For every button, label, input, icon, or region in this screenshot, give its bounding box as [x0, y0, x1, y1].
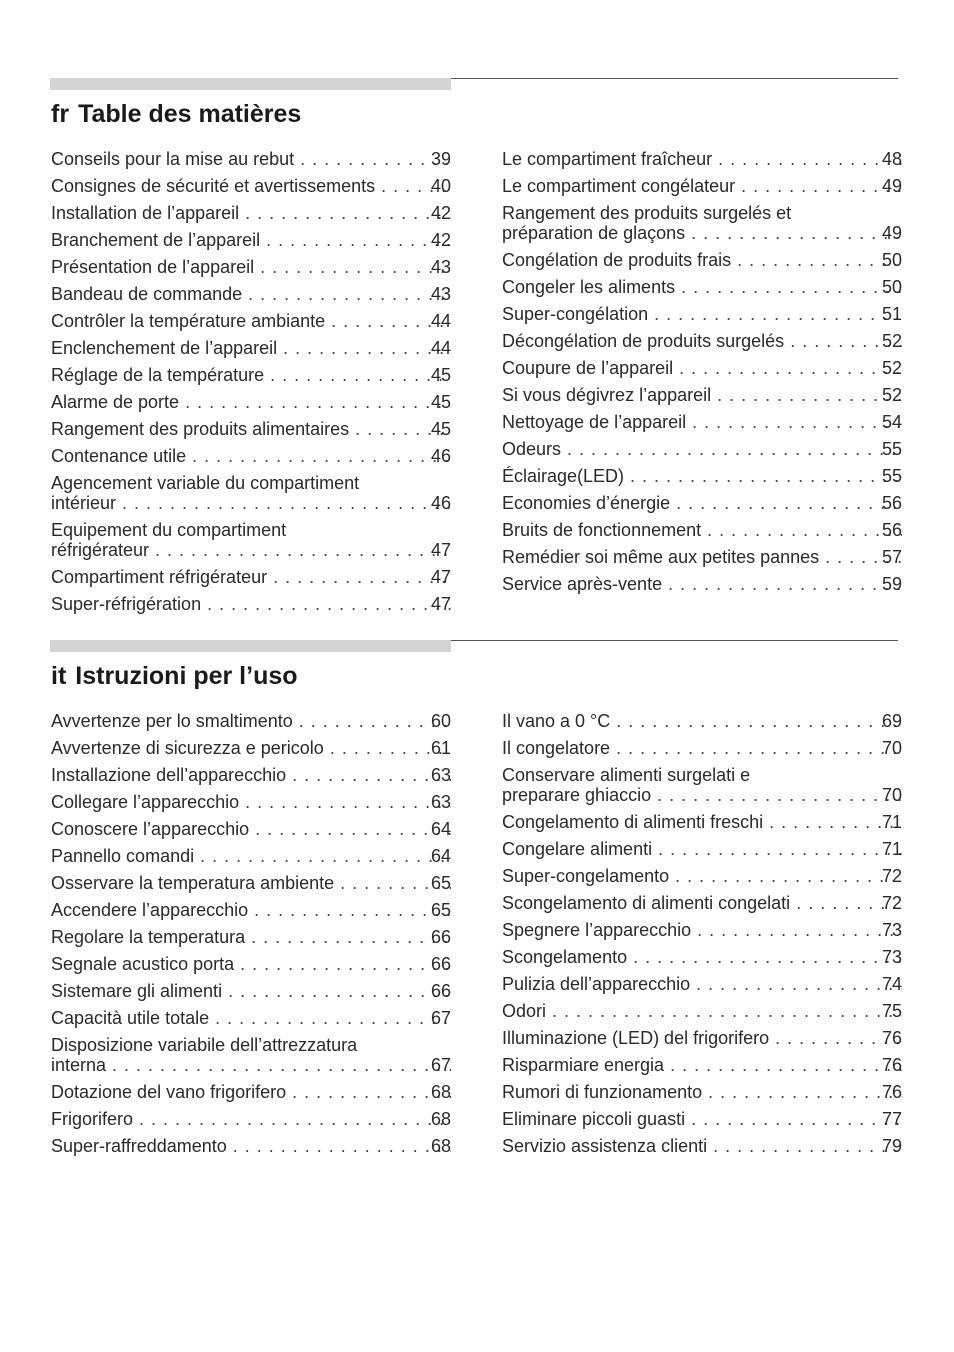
- toc-entry[interactable]: [51, 365, 451, 392]
- toc-entry[interactable]: [51, 257, 451, 284]
- toc-entry[interactable]: [51, 567, 451, 594]
- toc-page-number: 49: [881, 176, 902, 196]
- toc-entry-label: Sistemare gli alimenti . . .: [51, 981, 451, 1001]
- toc-page-number: 47: [430, 594, 451, 614]
- toc-entry-label: Bandeau de commande . . .: [51, 284, 451, 304]
- toc-entry[interactable]: [502, 176, 902, 203]
- toc-entry[interactable]: [502, 277, 902, 304]
- section-title-text: Istruzioni per l’uso: [75, 662, 298, 690]
- toc-page-number: 63: [430, 792, 451, 812]
- toc-page-number: 72: [881, 893, 902, 913]
- toc-page-number: 45: [430, 365, 451, 385]
- toc-page-number: 69: [881, 711, 902, 731]
- section-title: [51, 662, 298, 691]
- toc-page-number: 56: [881, 493, 902, 513]
- toc-page-number: 71: [881, 812, 902, 832]
- toc-entry-label: Il congelatore . . .: [502, 738, 902, 758]
- toc-entry-label: Éclairage(LED) . . .: [502, 466, 902, 486]
- toc-page-number: 76: [881, 1055, 902, 1075]
- toc-page-number: 55: [881, 439, 902, 459]
- toc-entry[interactable]: [502, 304, 902, 331]
- toc-entry-label: Congelare alimenti . . .: [502, 839, 902, 859]
- toc-entry-label: Frigorifero . . .: [51, 1109, 451, 1129]
- toc-column-left: [51, 149, 451, 621]
- toc-entry-label: Rangement des produits surgelés et: [502, 203, 792, 223]
- toc-page-number: 73: [881, 920, 902, 940]
- toc-entry-label: Collegare l’apparecchio . . .: [51, 792, 451, 812]
- toc-entry[interactable]: [51, 1008, 451, 1035]
- section-lang-code: it: [51, 662, 67, 690]
- section-lang-code: fr: [51, 100, 70, 128]
- toc-page-number: 67: [430, 1055, 451, 1075]
- toc-page-number: 46: [430, 446, 451, 466]
- toc-entry[interactable]: [502, 1001, 902, 1028]
- toc-entry[interactable]: [502, 1109, 902, 1136]
- toc-page-number: 73: [881, 947, 902, 967]
- toc-page-number: 50: [881, 250, 902, 270]
- toc-entry[interactable]: [502, 466, 902, 493]
- toc-entry[interactable]: [502, 439, 902, 466]
- toc-entry-label: Accendere l’apparecchio . . .: [51, 900, 451, 920]
- toc-entry-label: Congelamento di alimenti freschi . . .: [502, 812, 902, 832]
- toc-entry-label: Installazione dell’apparecchio . . .: [51, 765, 451, 785]
- toc-entry-label: Super-raffreddamento . . .: [51, 1136, 451, 1156]
- toc-page-number: 77: [881, 1109, 902, 1129]
- toc-page-number: 42: [430, 203, 451, 223]
- toc-entry-label: Présentation de l’appareil . . .: [51, 257, 451, 277]
- toc-entry-label: Illuminazione (LED) del frigorifero . . .: [502, 1028, 902, 1048]
- toc-entry[interactable]: [502, 974, 902, 1001]
- toc-entry-label: Super-congélation . . .: [502, 304, 902, 324]
- toc-entry[interactable]: [502, 1136, 902, 1163]
- toc-entry[interactable]: [502, 765, 902, 812]
- toc-page-number: 66: [430, 981, 451, 1001]
- toc-entry[interactable]: [502, 493, 902, 520]
- toc-page-number: 70: [881, 738, 902, 758]
- toc-page-number: 67: [430, 1008, 451, 1028]
- toc-page-number: 68: [430, 1109, 451, 1129]
- toc-entry[interactable]: [51, 954, 451, 981]
- toc-entry-label: Alarme de porte . . .: [51, 392, 451, 412]
- toc-page-number: 59: [881, 574, 902, 594]
- toc-entry-label: Spegnere l’apparecchio . . .: [502, 920, 902, 940]
- toc-page-number: 72: [881, 866, 902, 886]
- toc-entry-label: Segnale acustico porta . . .: [51, 954, 451, 974]
- toc-page-number: 39: [430, 149, 451, 169]
- toc-entry[interactable]: [51, 873, 451, 900]
- toc-entry-label: Agencement variable du compartiment: [51, 473, 360, 493]
- toc-entry[interactable]: [502, 1055, 902, 1082]
- toc-entry-label: Contenance utile . . .: [51, 446, 451, 466]
- toc-page-number: 63: [430, 765, 451, 785]
- toc-page-number: 68: [430, 1136, 451, 1156]
- toc-entry-label: Economies d’énergie . . .: [502, 493, 902, 513]
- toc-entry[interactable]: [51, 176, 451, 203]
- toc-entry-label: Si vous dégivrez l’appareil . . .: [502, 385, 902, 405]
- toc-entry-label: Odeurs . . .: [502, 439, 902, 459]
- toc-entry-label: Servizio assistenza clienti . . .: [502, 1136, 902, 1156]
- toc-entry[interactable]: [502, 839, 902, 866]
- toc-entry[interactable]: [51, 1109, 451, 1136]
- toc-entry-label: Il vano a 0 °C . . .: [502, 711, 902, 731]
- toc-entry-label: Réglage de la température . . .: [51, 365, 451, 385]
- toc-entry[interactable]: [502, 812, 902, 839]
- toc-page-number: 71: [881, 839, 902, 859]
- toc-entry[interactable]: [502, 203, 902, 250]
- section-rule-line: [451, 640, 898, 641]
- toc-entry-label: Consignes de sécurité et avertissements . . .: [51, 176, 451, 196]
- toc-entry-label: Capacità utile totale . . .: [51, 1008, 451, 1028]
- toc-page-number: 40: [430, 176, 451, 196]
- toc-entry-label: Remédier soi même aux petites pannes . . .: [502, 547, 902, 567]
- toc-entry[interactable]: [51, 446, 451, 473]
- toc-entry-label: Congeler les aliments . . .: [502, 277, 902, 297]
- toc-entry[interactable]: [51, 392, 451, 419]
- toc-entry-label: Rangement des produits alimentaires . . .: [51, 419, 451, 439]
- toc-entry[interactable]: [51, 311, 451, 338]
- toc-entry[interactable]: [51, 765, 451, 792]
- toc-entry-label: Equipement du compartiment: [51, 520, 287, 540]
- toc-entry[interactable]: [51, 520, 451, 567]
- toc-entry-label: Disposizione variabile dell’attrezzatura: [51, 1035, 358, 1055]
- toc-page-number: 52: [881, 385, 902, 405]
- toc-entry-label: Le compartiment fraîcheur . . .: [502, 149, 902, 169]
- toc-entry[interactable]: [51, 284, 451, 311]
- toc-page-number: 54: [881, 412, 902, 432]
- section-rule-bar: [50, 78, 451, 90]
- section-rule-bar: [50, 640, 451, 652]
- toc-entry[interactable]: [502, 893, 902, 920]
- toc-entry-label: Décongélation de produits surgelés . . .: [502, 331, 902, 351]
- toc-entry[interactable]: [51, 1035, 451, 1082]
- toc-entry[interactable]: [502, 149, 902, 176]
- toc-entry[interactable]: [51, 981, 451, 1008]
- toc-entry-label: Pannello comandi . . .: [51, 846, 451, 866]
- toc-page-number: 56: [881, 520, 902, 540]
- toc-entry[interactable]: [502, 385, 902, 412]
- toc-entry-label: Nettoyage de l’appareil . . .: [502, 412, 902, 432]
- toc-page-number: 70: [881, 785, 902, 805]
- toc-page-number: 44: [430, 338, 451, 358]
- toc-entry[interactable]: [502, 547, 902, 574]
- toc-page-number: 64: [430, 819, 451, 839]
- toc-entry-label: Osservare la temperatura ambiente . . .: [51, 873, 451, 893]
- toc-column-right: [502, 711, 902, 1163]
- toc-column-left: [51, 711, 451, 1163]
- toc-entry-label: Avvertenze di sicurezza e pericolo . . .: [51, 738, 451, 758]
- toc-entry[interactable]: [502, 947, 902, 974]
- toc-page-number: 47: [430, 540, 451, 560]
- toc-entry[interactable]: [502, 250, 902, 277]
- toc-entry-label: Le compartiment congélateur . . .: [502, 176, 902, 196]
- toc-entry[interactable]: [51, 1136, 451, 1163]
- toc-entry[interactable]: [502, 920, 902, 947]
- toc-entry[interactable]: [51, 338, 451, 365]
- toc-page-number: 64: [430, 846, 451, 866]
- section-title-text: Table des matières: [78, 100, 302, 128]
- toc-page-number: 65: [430, 873, 451, 893]
- toc-entry[interactable]: [502, 358, 902, 385]
- toc-entry-label: interna . . .: [51, 1055, 451, 1075]
- toc-entry-label: Branchement de l’appareil . . .: [51, 230, 451, 250]
- toc-page-number: 76: [881, 1082, 902, 1102]
- toc-entry[interactable]: [502, 1082, 902, 1109]
- toc-page-number: 46: [430, 493, 451, 513]
- toc-entry-label: Dotazione del vano frigorifero . . .: [51, 1082, 451, 1102]
- toc-entry-label: Regolare la temperatura . . .: [51, 927, 451, 947]
- toc-page-number: 52: [881, 358, 902, 378]
- toc-entry-label: Eliminare piccoli guasti . . .: [502, 1109, 902, 1129]
- toc-entry[interactable]: [502, 738, 902, 765]
- toc-page-number: 49: [881, 223, 902, 243]
- toc-page-number: 66: [430, 954, 451, 974]
- toc-page-number: 57: [881, 547, 902, 567]
- toc-entry-label: Compartiment réfrigérateur . . .: [51, 567, 451, 587]
- toc-page-number: 60: [430, 711, 451, 731]
- toc-entry-label: Bruits de fonctionnement . . .: [502, 520, 902, 540]
- toc-entry-label: Enclenchement de l’appareil . . .: [51, 338, 451, 358]
- toc-entry-label: Conservare alimenti surgelati e: [502, 765, 751, 785]
- toc-page-number: 66: [430, 927, 451, 947]
- toc-entry[interactable]: [502, 711, 902, 738]
- toc-entry[interactable]: [51, 594, 451, 621]
- toc-page-number: 43: [430, 257, 451, 277]
- toc-page-number: 75: [881, 1001, 902, 1021]
- toc-entry-label: Congélation de produits frais . . .: [502, 250, 902, 270]
- toc-entry[interactable]: [51, 419, 451, 446]
- toc-entry[interactable]: [51, 738, 451, 765]
- toc-page-number: 65: [430, 900, 451, 920]
- toc-column-right: [502, 149, 902, 601]
- toc-entry[interactable]: [51, 711, 451, 738]
- toc-entry[interactable]: [502, 1028, 902, 1055]
- toc-page-number: 55: [881, 466, 902, 486]
- toc-page-number: 52: [881, 331, 902, 351]
- toc-page-number: 79: [881, 1136, 902, 1156]
- toc-entry[interactable]: [51, 473, 451, 520]
- toc-entry-label: Conseils pour la mise au rebut . . .: [51, 149, 451, 169]
- toc-page-number: 42: [430, 230, 451, 250]
- toc-entry-label: Contrôler la température ambiante . . .: [51, 311, 451, 331]
- toc-entry-label: intérieur . . .: [51, 493, 451, 513]
- toc-entry-label: Scongelamento di alimenti congelati . . .: [502, 893, 902, 913]
- toc-page-number: 47: [430, 567, 451, 587]
- toc-entry[interactable]: [51, 203, 451, 230]
- toc-entry[interactable]: [51, 900, 451, 927]
- toc-entry[interactable]: [51, 149, 451, 176]
- toc-page-number: 50: [881, 277, 902, 297]
- toc-entry[interactable]: [502, 574, 902, 601]
- toc-page-number: 68: [430, 1082, 451, 1102]
- toc-page-number: 45: [430, 419, 451, 439]
- toc-entry-label: Odori . . .: [502, 1001, 902, 1021]
- toc-entry[interactable]: [51, 792, 451, 819]
- toc-entry-label: Installation de l’appareil . . .: [51, 203, 451, 223]
- toc-entry-label: Coupure de l’appareil . . .: [502, 358, 902, 378]
- toc-entry-label: préparation de glaçons . . .: [502, 223, 902, 243]
- toc-page-number: 44: [430, 311, 451, 331]
- toc-entry-label: Super-réfrigération . . .: [51, 594, 451, 614]
- toc-entry-label: Super-congelamento . . .: [502, 866, 902, 886]
- section-rule-line: [451, 78, 898, 79]
- toc-entry-label: réfrigérateur . . .: [51, 540, 451, 560]
- toc-entry[interactable]: [502, 331, 902, 358]
- toc-entry-label: Rumori di funzionamento . . .: [502, 1082, 902, 1102]
- toc-entry-label: Risparmiare energia . . .: [502, 1055, 902, 1075]
- toc-entry[interactable]: [51, 230, 451, 257]
- toc-entry[interactable]: [51, 846, 451, 873]
- toc-page-number: 43: [430, 284, 451, 304]
- section-title: [51, 100, 301, 129]
- toc-entry-label: Avvertenze per lo smaltimento . . .: [51, 711, 451, 731]
- toc-entry-label: Service après-vente . . .: [502, 574, 902, 594]
- toc-page-number: 74: [881, 974, 902, 994]
- toc-page-number: 61: [430, 738, 451, 758]
- toc-entry[interactable]: [502, 520, 902, 547]
- toc-page-number: 48: [881, 149, 902, 169]
- toc-page-number: 51: [881, 304, 902, 324]
- toc-page-number: 45: [430, 392, 451, 412]
- toc-entry-label: Scongelamento . . .: [502, 947, 902, 967]
- toc-entry[interactable]: [502, 412, 902, 439]
- toc-page-number: 76: [881, 1028, 902, 1048]
- toc-entry[interactable]: [51, 1082, 451, 1109]
- toc-entry-label: Conoscere l’apparecchio . . .: [51, 819, 451, 839]
- toc-entry[interactable]: [502, 866, 902, 893]
- toc-entry[interactable]: [51, 819, 451, 846]
- toc-entry-label: Pulizia dell’apparecchio . . .: [502, 974, 902, 994]
- toc-entry[interactable]: [51, 927, 451, 954]
- toc-entry-label: preparare ghiaccio . . .: [502, 785, 902, 805]
